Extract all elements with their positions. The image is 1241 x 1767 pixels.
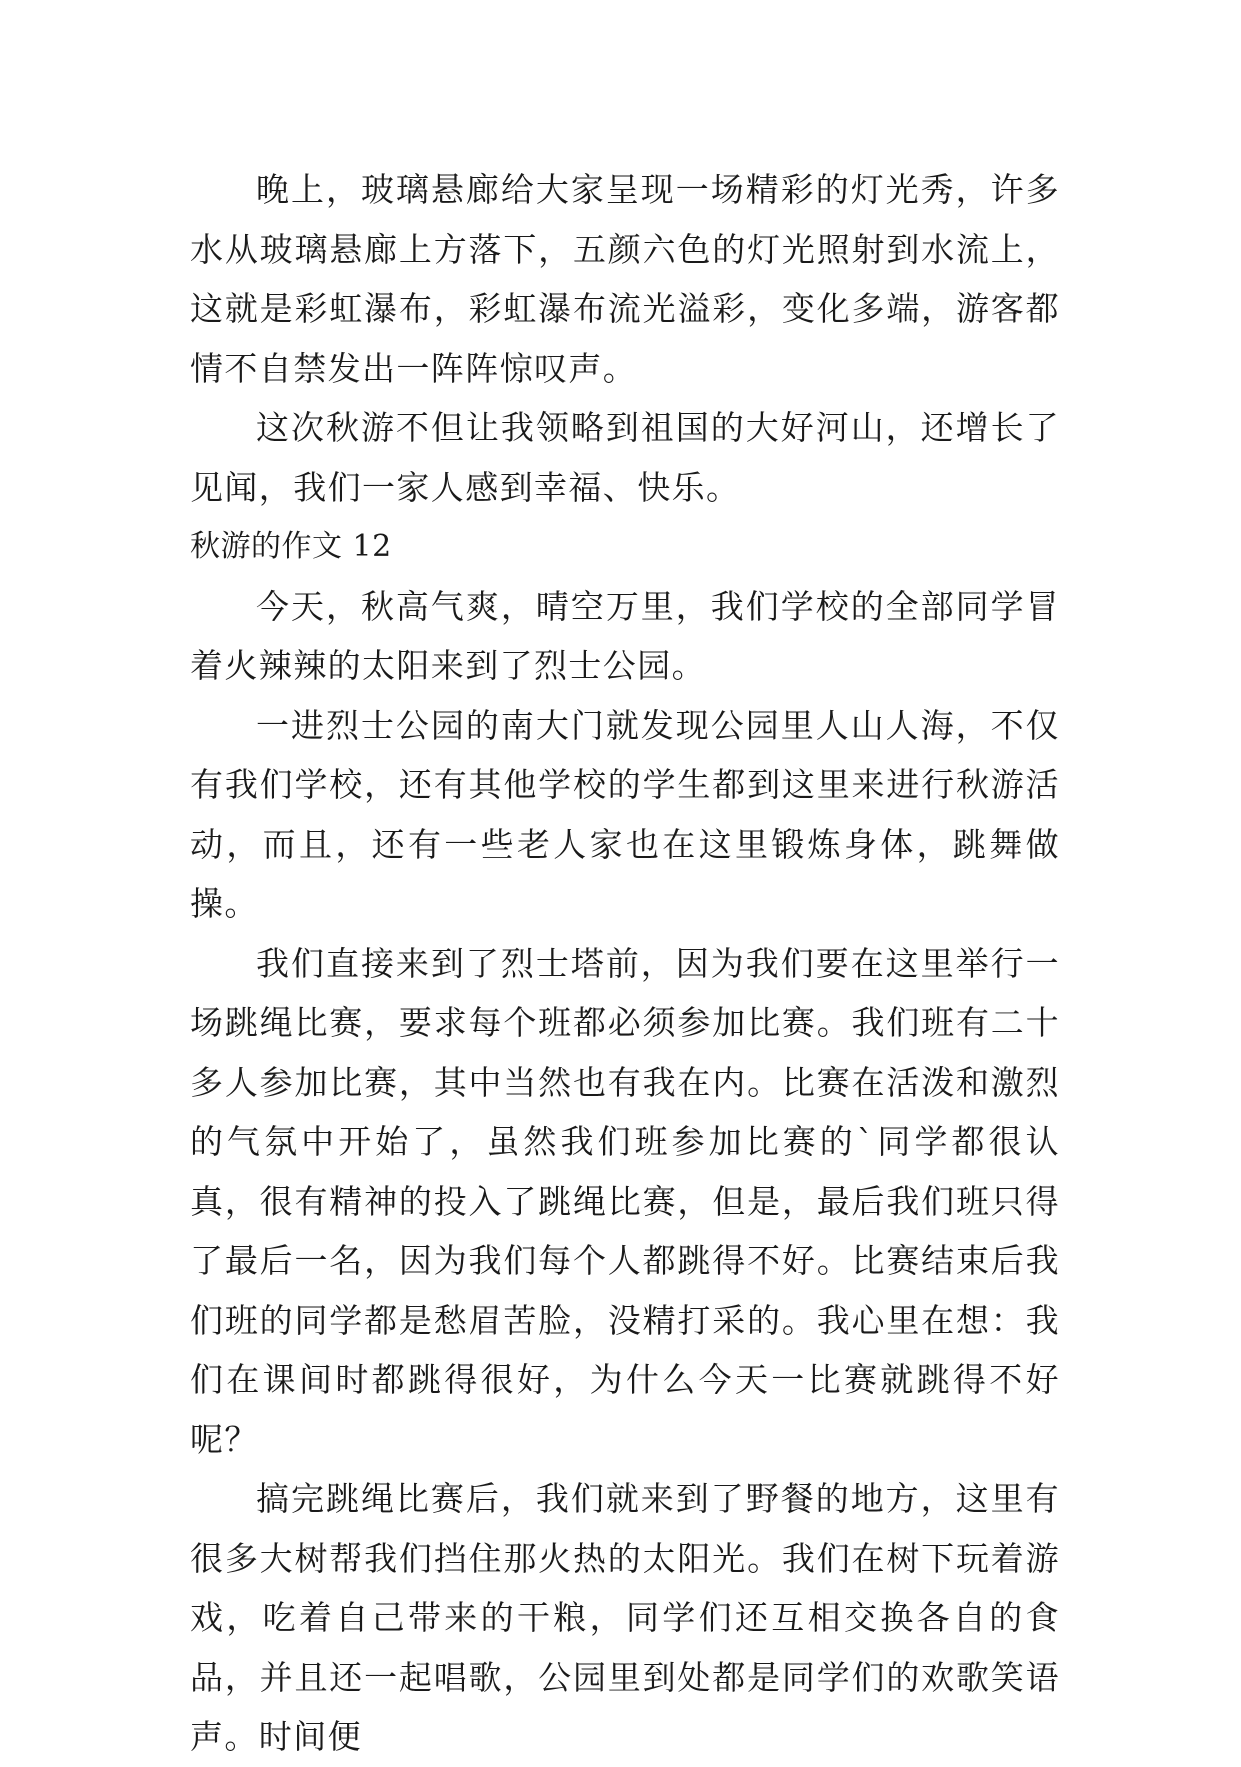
paragraph-intro: 今天，秋高气爽，晴空万里，我们学校的全部同学冒着火辣辣的太阳来到了烈士公园。: [190, 586, 1060, 685]
paragraph-park-entrance: 一进烈士公园的南大门就发现公园里人山人海，不仅有我们学校，还有其他学校的学生都到这里来进行秋游活动，而且，还有一些老人家也在这里锻炼身体，跳舞做操。: [190, 705, 1060, 923]
paragraph-rope-skipping: 我们直接来到了烈士塔前，因为我们要在这里举行一场跳绳比赛，要求每个班都必须参加比赛。我们班有二十多人参加比赛，其中当然也有我在内。比赛在活泼和激烈的气氛中开始了，虽然我们班参加比赛的`同学都很认真，很有精神的投入了跳绳比赛，但是，最后我们班只得了最后一名，因为我们每个人都跳得不好。比赛结束后我们班的同学都是愁眉苦脸，没精打采的。我心里在想：我们在课间时都跳得很好，为什么今天一比赛就跳得不好呢？: [190, 943, 1060, 1459]
document-body: [190, 160, 1060, 1767]
paragraph-picnic: 搞完跳绳比赛后，我们就来到了野餐的地方，这里有很多大树帮我们挡住那火热的太阳光。我们在树下玩着游戏，吃着自己带来的干粮，同学们还互相交换各自的食品，并且还一起唱歌，公园里到处都是同学们的欢歌笑语声。时间便: [190, 1479, 1060, 1756]
paragraph-light-show: 晚上，玻璃悬廊给大家呈现一场精彩的灯光秀，许多水从玻璃悬廊上方落下，五颜六色的灯光照射到水流上，这就是彩虹瀑布，彩虹瀑布流光溢彩，变化多端，游客都情不自禁发出一阵阵惊叹声。: [190, 170, 1060, 388]
section-title: 秋游的作文 12: [190, 529, 392, 564]
paragraph-trip-summary: 这次秋游不但让我领略到祖国的大好河山，还增长了见闻，我们一家人感到幸福、快乐。: [190, 408, 1060, 507]
